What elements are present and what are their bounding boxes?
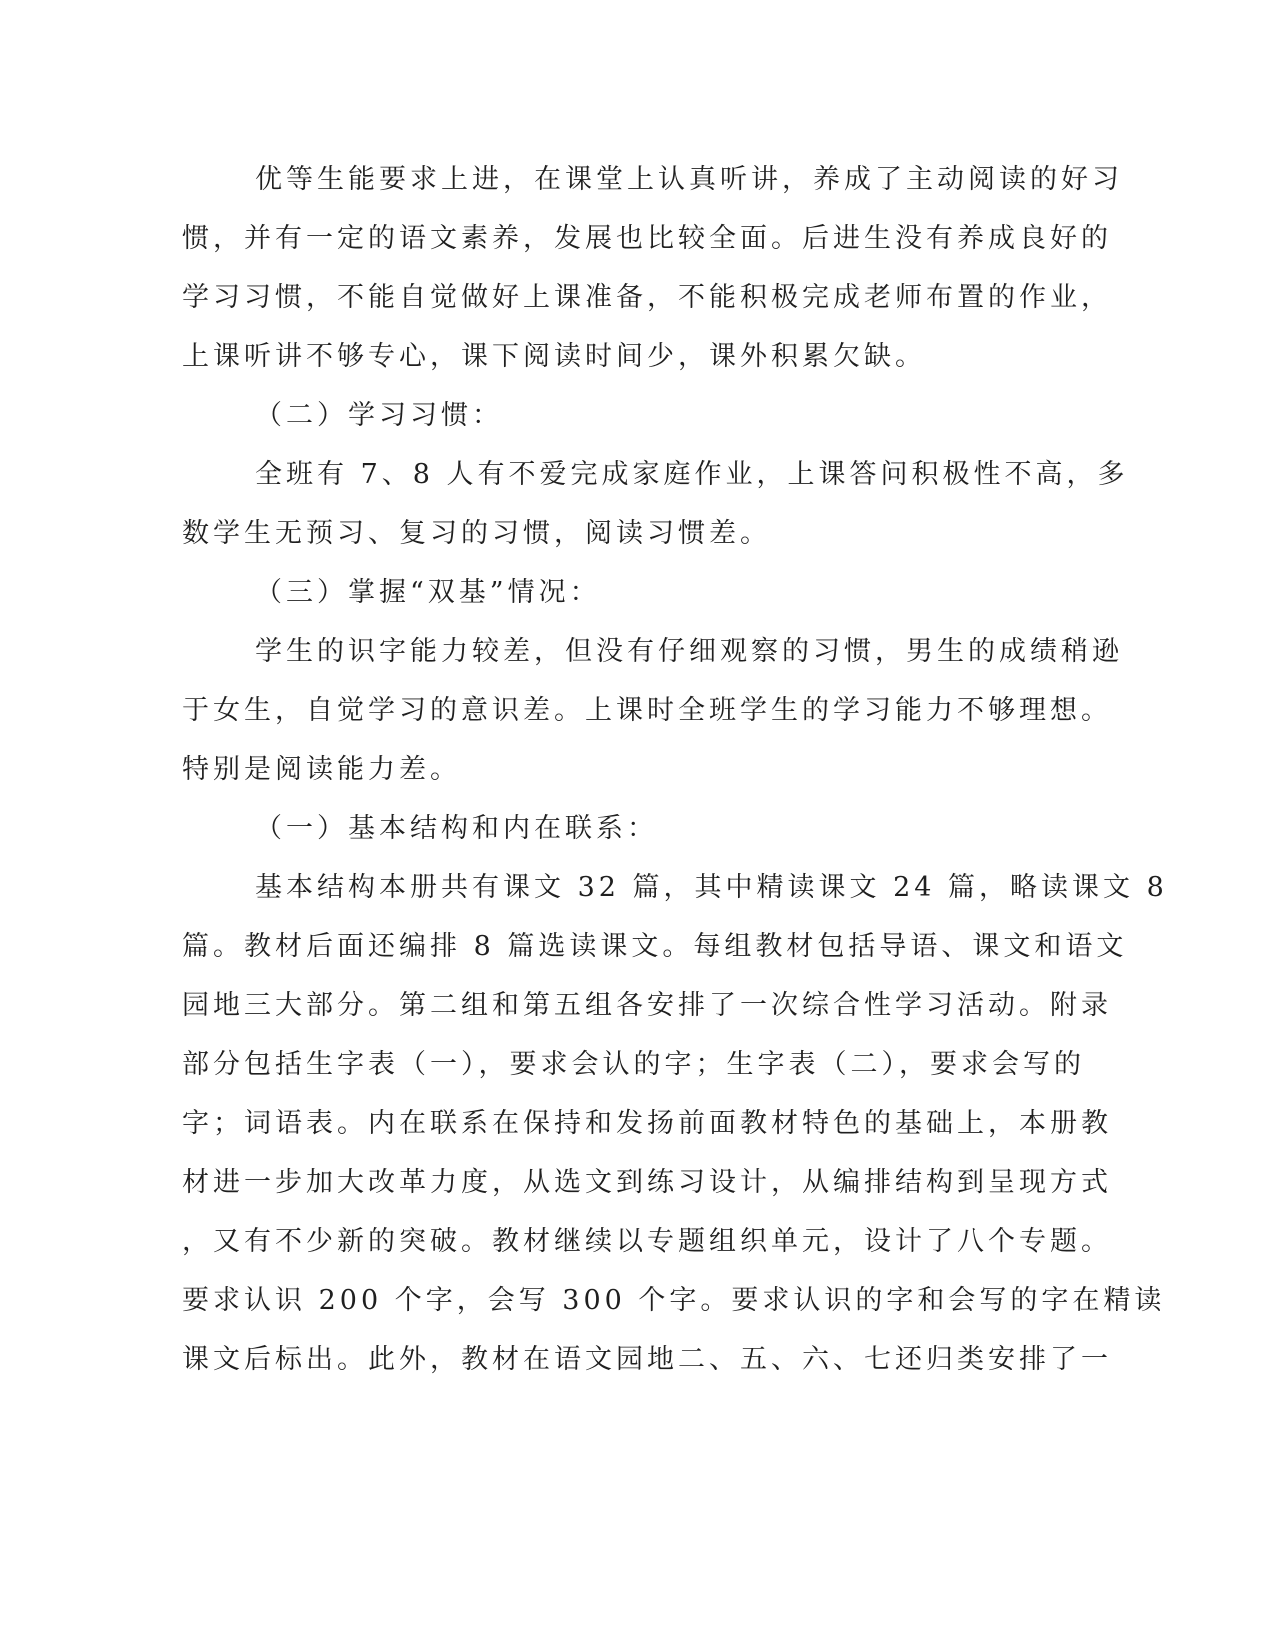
paragraph-line: 篇。教材后面还编排 8 篇选读课文。每组教材包括导语、课文和语文: [182, 931, 1128, 962]
paragraph-line: ，又有不少新的突破。教材继续以专题组织单元，设计了八个专题。: [182, 1226, 1112, 1257]
paragraph-line: 优等生能要求上进，在课堂上认真听讲，养成了主动阅读的好习: [255, 164, 1123, 195]
paragraph-line: 特别是阅读能力差。: [182, 754, 461, 785]
paragraph-line: 部分包括生字表（一），要求会认的字；生字表（二），要求会写的: [182, 1049, 1085, 1080]
paragraph-line: 数学生无预习、复习的习惯，阅读习惯差。: [182, 518, 771, 549]
paragraph-line: 材进一步加大改革力度，从选文到练习设计，从编排结构到呈现方式: [182, 1167, 1112, 1198]
paragraph-line: 园地三大部分。第二组和第五组各安排了一次综合性学习活动。附录: [182, 990, 1112, 1021]
paragraph-line: 学生的识字能力较差，但没有仔细观察的习惯，男生的成绩稍逊: [255, 636, 1123, 667]
section-heading: （二）学习习惯：: [255, 400, 503, 431]
paragraph-line: 基本结构本册共有课文 32 篇，其中精读课文 24 篇，略读课文 8: [255, 872, 1168, 903]
paragraph-line: 字；词语表。内在联系在保持和发扬前面教材特色的基础上，本册教: [182, 1108, 1112, 1139]
paragraph-line: 全班有 7、8 人有不爱完成家庭作业，上课答问积极性不高，多: [255, 459, 1129, 490]
paragraph-line: 惯，并有一定的语文素养，发展也比较全面。后进生没有养成良好的: [182, 223, 1112, 254]
paragraph-line: 学习习惯，不能自觉做好上课准备，不能积极完成老师布置的作业，: [182, 282, 1112, 313]
section-heading: （一）基本结构和内在联系：: [255, 813, 658, 844]
paragraph-line: 要求认识 200 个字，会写 300 个字。要求认识的字和会写的字在精读: [182, 1285, 1166, 1316]
paragraph-line: 课文后标出。此外，教材在语文园地二、五、六、七还归类安排了一: [182, 1344, 1112, 1375]
paragraph-line: 于女生，自觉学习的意识差。上课时全班学生的学习能力不够理想。: [182, 695, 1112, 726]
paragraph-line: 上课听讲不够专心，课下阅读时间少，课外积累欠缺。: [182, 341, 926, 372]
section-heading: （三）掌握“双基”情况：: [255, 577, 601, 608]
